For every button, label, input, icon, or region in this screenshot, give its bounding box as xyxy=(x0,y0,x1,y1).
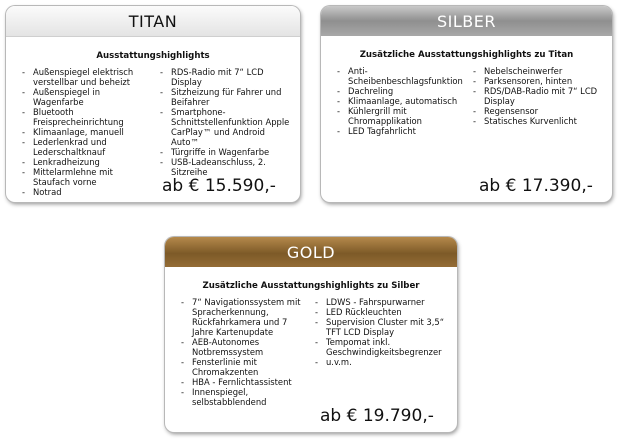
list-item: - USB-Ladeanschluss, 2. Sitzreihe xyxy=(158,157,292,177)
silber-left-list xyxy=(335,66,463,136)
gold-header xyxy=(165,237,457,267)
list-item: - Lederlenkrad und Lederschaltknauf xyxy=(20,137,152,157)
titan-card xyxy=(6,6,300,202)
list-item: - Smartphone-Schnittstellenfunktion Apple CarPlay™ und Android Auto™ xyxy=(158,107,292,147)
list-item: - Nebelscheinwerfer xyxy=(471,66,603,76)
silber-price: ab € 17.390,- xyxy=(479,176,593,196)
titan-header xyxy=(6,6,300,37)
titan-section-title: Ausstattungshighlights xyxy=(96,51,210,61)
gold-left-list xyxy=(179,297,309,407)
list-item: - LDWS - Fahrspurwarner xyxy=(313,297,449,307)
silber-section-title: Zusätzliche Ausstattungshighlights zu Titan xyxy=(359,50,574,60)
gold-price: ab € 19.790,- xyxy=(320,406,434,426)
titan-price: ab € 15.590,- xyxy=(162,176,276,196)
list-item: - Innenspiegel, selbstabblendend xyxy=(179,387,309,407)
list-item: - LED Rückleuchten xyxy=(313,307,449,317)
silber-title: SILBER xyxy=(437,11,496,31)
silber-features xyxy=(321,66,612,136)
gold-features xyxy=(165,297,457,407)
list-item: - Kühlergrill mit Chromapplikation xyxy=(335,106,463,126)
list-item: - Supervision Cluster mit 3,5“ TFT LCD Display xyxy=(313,317,449,337)
titan-title: TITAN xyxy=(128,11,178,31)
list-item: - Anti-Scheibenbeschlagsfunktion xyxy=(335,66,463,86)
silber-header xyxy=(321,6,612,36)
list-item: - Außenspiegel in Wagenfarbe xyxy=(20,87,152,107)
silber-card xyxy=(321,6,612,202)
list-item: - Statisches Kurvenlicht xyxy=(471,116,603,126)
silber-right-list xyxy=(471,66,603,136)
list-item: - AEB-Autonomes Notbremssystem xyxy=(179,337,309,357)
list-item: - 7“ Navigationssystem mit Spracherkennung, Rückfahrkamera und 7 Jahre Kartenupdate xyxy=(179,297,309,337)
list-item: - Tempomat inkl. Geschwindigkeitsbegrenzer xyxy=(313,337,449,357)
list-item: - HBA - Fernlichtassistent xyxy=(179,377,309,387)
list-item: - Mittelarmlehne mit Staufach vorne xyxy=(20,167,152,187)
list-item: - Regensensor xyxy=(471,106,603,116)
gold-card xyxy=(165,237,457,432)
titan-left-list xyxy=(20,67,152,197)
list-item: - LED Tagfahrlicht xyxy=(335,126,463,136)
gold-section-title: Zusätzliche Ausstattungshighlights zu Silber xyxy=(202,281,420,291)
list-item: - Türgriffe in Wagenfarbe xyxy=(158,147,292,157)
list-item: - Fensterlinie mit Chromakzenten xyxy=(179,357,309,377)
list-item: - Außenspiegel elektrisch verstellbar und beheizt xyxy=(20,67,152,87)
list-item: - Parksensoren, hinten xyxy=(471,76,603,86)
list-item: - Klimaanlage, automatisch xyxy=(335,96,463,106)
list-item: - Sitzheizung für Fahrer und Beifahrer xyxy=(158,87,292,107)
list-item: - u.v.m. xyxy=(313,357,449,367)
list-item: - Bluetooth Freisprecheinrichtung xyxy=(20,107,152,127)
list-item: - RDS-Radio mit 7“ LCD Display xyxy=(158,67,292,87)
list-item: - RDS/DAB-Radio mit 7“ LCD Display xyxy=(471,86,603,106)
list-item: - Dachreling xyxy=(335,86,463,96)
gold-right-list xyxy=(313,297,449,407)
list-item: - Notrad xyxy=(20,187,152,197)
gold-title: GOLD xyxy=(286,242,336,262)
list-item: - Lenkradheizung xyxy=(20,157,152,167)
list-item: - Klimaanlage, manuell xyxy=(20,127,152,137)
